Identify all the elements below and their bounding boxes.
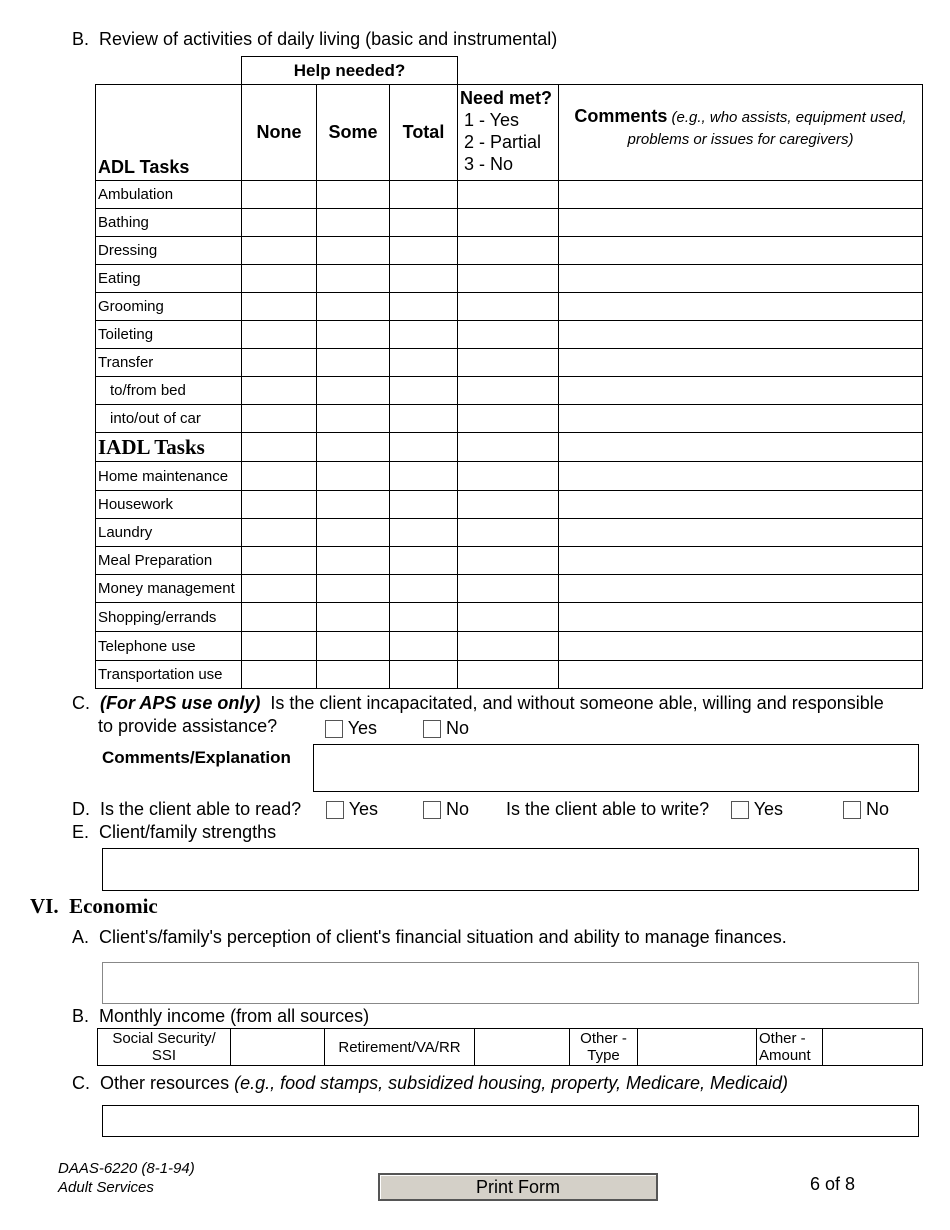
iadl-cell-total[interactable] [390, 491, 458, 519]
write-question: Is the client able to write? [506, 799, 710, 819]
help-needed-header: Help needed? [242, 57, 458, 85]
iadl-cell-comments[interactable] [559, 632, 923, 661]
adl-cell-comments[interactable] [559, 377, 923, 405]
adl-tasks-header: ADL Tasks [96, 85, 242, 181]
iadl-tasks-header: IADL Tasks [96, 433, 242, 462]
iadl-row-label: Meal Preparation [96, 547, 242, 575]
incapacitated-yes[interactable]: Yes [325, 718, 377, 739]
iadl-cell-none[interactable] [242, 491, 317, 519]
adl-cell-total[interactable] [390, 293, 458, 321]
read-yes-checkbox[interactable] [326, 801, 344, 819]
table-row [96, 575, 923, 603]
write-yes[interactable]: Yes [731, 799, 783, 820]
adl-row-label: Dressing [96, 237, 242, 265]
iadl-cell-none[interactable] [242, 575, 317, 603]
adl-cell-need-met[interactable] [458, 377, 559, 405]
adl-cell-need-met[interactable] [458, 181, 559, 209]
iadl-cell-need-met[interactable] [458, 661, 559, 689]
adl-cell-total[interactable] [390, 349, 458, 377]
adl-cell-some[interactable] [317, 293, 390, 321]
section-b-heading: B. Review of activities of daily living (basic and instrumental) [72, 29, 558, 49]
iadl-cell-none[interactable] [242, 519, 317, 547]
adl-cell-some[interactable] [317, 265, 390, 293]
iadl-cell-total[interactable] [390, 632, 458, 661]
write-no-checkbox[interactable] [843, 801, 861, 819]
adl-row-label: Bathing [96, 209, 242, 237]
iadl-cell-some[interactable] [317, 462, 390, 491]
comments-explanation-field[interactable] [313, 744, 919, 792]
section-vi-c: C. Other resources (e.g., food stamps, subsidized housing, property, Medicare, Medicaid) [72, 1073, 789, 1093]
iadl-cell-total[interactable] [390, 603, 458, 632]
comments-header: Comments (e.g., who assists, equipment used, problems or issues for caregivers) [559, 85, 923, 181]
adl-cell-comments[interactable] [559, 293, 923, 321]
iadl-cell-none[interactable] [242, 462, 317, 491]
adl-cell-total[interactable] [390, 209, 458, 237]
col-total-header: Total [390, 85, 458, 181]
iadl-cell-comments[interactable] [559, 661, 923, 689]
iadl-row-label: Money management [96, 575, 242, 603]
adl-cell-some[interactable] [317, 321, 390, 349]
iadl-cell-some[interactable] [317, 491, 390, 519]
table-row [96, 462, 923, 491]
income-other-type-field[interactable] [638, 1029, 757, 1066]
aps-note: (For APS use only) [100, 693, 261, 713]
adl-cell-none[interactable] [242, 377, 317, 405]
read-no[interactable]: No [423, 799, 469, 820]
write-yes-checkbox[interactable] [731, 801, 749, 819]
table-row [96, 209, 923, 237]
iadl-cell-need-met[interactable] [458, 491, 559, 519]
adl-row-label: to/from bed [96, 377, 242, 405]
income-ss-field[interactable] [231, 1029, 325, 1066]
table-row [96, 237, 923, 265]
adl-cell-comments[interactable] [559, 405, 923, 433]
income-ss-label: Social Security/ SSI [98, 1029, 231, 1066]
table-row [96, 405, 923, 433]
adl-cell-none[interactable] [242, 405, 317, 433]
iadl-row-label: Shopping/errands [96, 603, 242, 632]
adl-cell-none[interactable] [242, 321, 317, 349]
income-table [97, 1028, 923, 1066]
read-yes[interactable]: Yes [326, 799, 378, 820]
iadl-cell-total[interactable] [390, 462, 458, 491]
iadl-row-label: Home maintenance [96, 462, 242, 491]
adl-cell-none[interactable] [242, 237, 317, 265]
adl-cell-some[interactable] [317, 209, 390, 237]
table-row [96, 349, 923, 377]
page-number: 6 of 8 [810, 1174, 856, 1194]
other-resources-field[interactable] [102, 1105, 919, 1137]
iadl-cell-some[interactable] [317, 603, 390, 632]
iadl-cell-total[interactable] [390, 661, 458, 689]
adl-cell-some[interactable] [317, 181, 390, 209]
adl-cell-comments[interactable] [559, 181, 923, 209]
read-question: Is the client able to read? [100, 799, 302, 819]
adl-cell-need-met[interactable] [458, 209, 559, 237]
adl-row-label: Transfer [96, 349, 242, 377]
iadl-row-label: Laundry [96, 519, 242, 547]
income-other-amount-label: Other - Amount [757, 1029, 823, 1066]
iadl-cell-comments[interactable] [559, 575, 923, 603]
income-ret-field[interactable] [475, 1029, 570, 1066]
adl-cell-comments[interactable] [559, 237, 923, 265]
table-row [96, 519, 923, 547]
adl-cell-need-met[interactable] [458, 237, 559, 265]
iadl-cell-comments[interactable] [559, 547, 923, 575]
adl-cell-need-met[interactable] [458, 405, 559, 433]
footer-dept: Adult Services [58, 1179, 154, 1196]
col-some-header: Some [317, 85, 390, 181]
incapacitated-no-checkbox[interactable] [423, 720, 441, 738]
section-d-line: D. Is the client able to read? [72, 799, 302, 819]
adl-cell-some[interactable] [317, 349, 390, 377]
income-other-amount-field[interactable] [823, 1029, 923, 1066]
iadl-row-label: Housework [96, 491, 242, 519]
table-row [96, 661, 923, 689]
iadl-cell-none[interactable] [242, 547, 317, 575]
adl-cell-some[interactable] [317, 377, 390, 405]
need-met-header: Need met? 1 - Yes 2 - Partial 3 - No [458, 85, 559, 181]
adl-table [95, 56, 923, 689]
adl-cell-comments[interactable] [559, 321, 923, 349]
adl-cell-some[interactable] [317, 237, 390, 265]
table-row [96, 547, 923, 575]
iadl-cell-comments[interactable] [559, 519, 923, 547]
adl-cell-total[interactable] [390, 377, 458, 405]
section-b-title: Review of activities of daily living (basic and instrumental) [99, 29, 558, 49]
read-no-checkbox[interactable] [423, 801, 441, 819]
adl-cell-total[interactable] [390, 321, 458, 349]
iadl-cell-total[interactable] [390, 547, 458, 575]
print-form-button[interactable]: Print Form [378, 1173, 658, 1201]
iadl-cell-comments[interactable] [559, 603, 923, 632]
adl-cell-comments[interactable] [559, 209, 923, 237]
section-vi-b: B. Monthly income (from all sources) [72, 1006, 370, 1026]
comments-explanation-label: Comments/Explanation [102, 748, 291, 767]
footer-form-id: DAAS-6220 (8-1-94) Adult Services [58, 1160, 195, 1196]
adl-cell-need-met[interactable] [458, 265, 559, 293]
adl-row-label: Toileting [96, 321, 242, 349]
iadl-cell-need-met[interactable] [458, 462, 559, 491]
adl-row-label: Grooming [96, 293, 242, 321]
iadl-cell-some[interactable] [317, 661, 390, 689]
table-row [96, 491, 923, 519]
iadl-cell-none[interactable] [242, 661, 317, 689]
adl-cell-need-met[interactable] [458, 321, 559, 349]
incapacitated-yes-checkbox[interactable] [325, 720, 343, 738]
iadl-cell-need-met[interactable] [458, 632, 559, 661]
iadl-cell-some[interactable] [317, 519, 390, 547]
section-vi-heading: VI. Economic [30, 894, 158, 918]
iadl-cell-some[interactable] [317, 547, 390, 575]
table-row [96, 181, 923, 209]
section-c-line1: C. (For APS use only) Is the client incapacitated, and without someone able, willing and responsible [72, 693, 884, 713]
financial-perception-field[interactable] [102, 962, 919, 1004]
adl-cell-some[interactable] [317, 405, 390, 433]
iadl-cell-comments[interactable] [559, 462, 923, 491]
adl-cell-total[interactable] [390, 237, 458, 265]
table-row [96, 321, 923, 349]
iadl-cell-total[interactable] [390, 575, 458, 603]
adl-cell-none[interactable] [242, 293, 317, 321]
incapacitated-no[interactable]: No [423, 718, 469, 739]
iadl-cell-none[interactable] [242, 603, 317, 632]
adl-cell-total[interactable] [390, 181, 458, 209]
adl-cell-none[interactable] [242, 181, 317, 209]
iadl-row-label: Transportation use [96, 661, 242, 689]
adl-row-label: Ambulation [96, 181, 242, 209]
table-row [96, 603, 923, 632]
adl-cell-none[interactable] [242, 209, 317, 237]
adl-row-label: Eating [96, 265, 242, 293]
table-row [96, 632, 923, 661]
strengths-field[interactable] [102, 848, 919, 891]
iadl-cell-some[interactable] [317, 632, 390, 661]
income-other-type-label: Other - Type [570, 1029, 638, 1066]
adl-cell-none[interactable] [242, 265, 317, 293]
iadl-cell-some[interactable] [317, 575, 390, 603]
iadl-cell-need-met[interactable] [458, 519, 559, 547]
iadl-cell-need-met[interactable] [458, 575, 559, 603]
adl-cell-comments[interactable] [559, 265, 923, 293]
iadl-cell-total[interactable] [390, 519, 458, 547]
iadl-cell-comments[interactable] [559, 491, 923, 519]
adl-cell-comments[interactable] [559, 349, 923, 377]
write-no[interactable]: No [843, 799, 889, 820]
adl-cell-need-met[interactable] [458, 293, 559, 321]
iadl-cell-need-met[interactable] [458, 547, 559, 575]
table-row [96, 265, 923, 293]
adl-cell-total[interactable] [390, 405, 458, 433]
iadl-row-label: Telephone use [96, 632, 242, 661]
adl-row-label: into/out of car [96, 405, 242, 433]
section-e-heading: E. Client/family strengths [72, 822, 277, 842]
iadl-cell-need-met[interactable] [458, 603, 559, 632]
section-c-line2: to provide assistance? [98, 716, 278, 736]
col-none-header: None [242, 85, 317, 181]
income-ret-label: Retirement/VA/RR [325, 1029, 475, 1066]
adl-cell-none[interactable] [242, 349, 317, 377]
iadl-cell-none[interactable] [242, 632, 317, 661]
table-row [96, 293, 923, 321]
adl-cell-total[interactable] [390, 265, 458, 293]
section-vi-a: A. Client's/family's perception of client's financial situation and ability to manage finances. [72, 927, 787, 947]
adl-cell-need-met[interactable] [458, 349, 559, 377]
table-row [96, 377, 923, 405]
